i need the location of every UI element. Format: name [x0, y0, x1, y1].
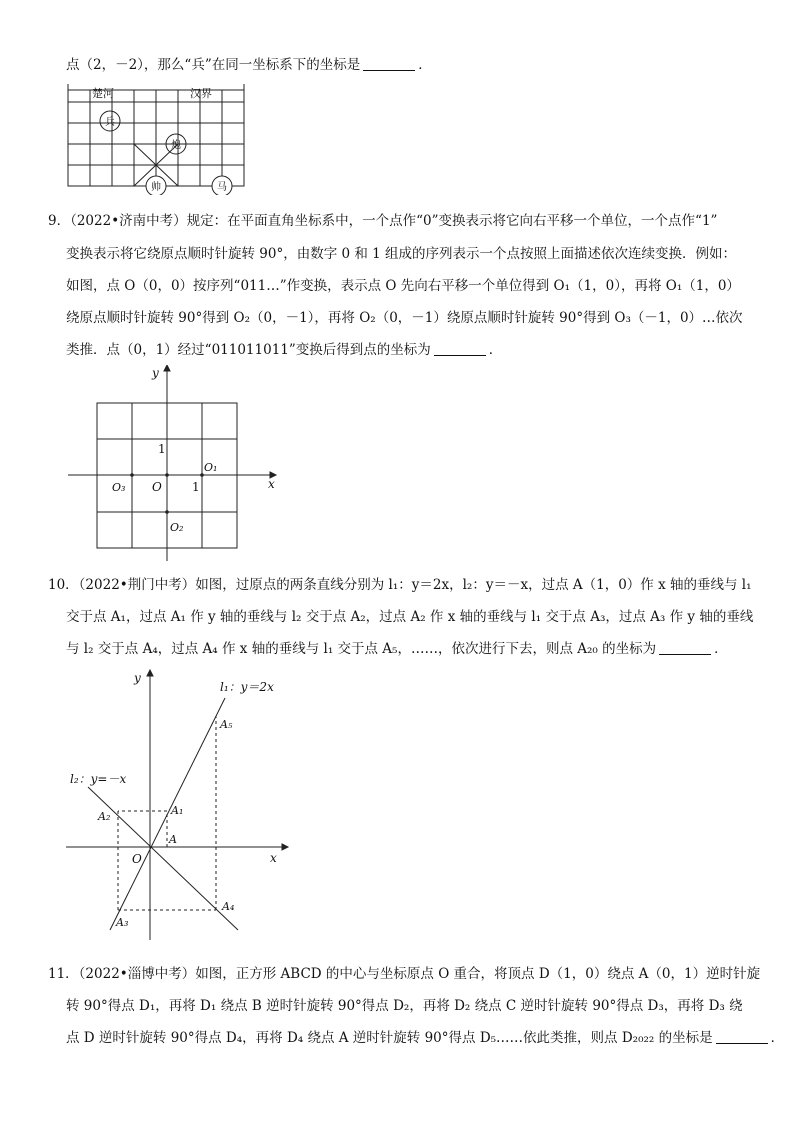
l2-label: l₂：y=－x: [70, 772, 127, 786]
q11-line-1: 11．（2022•淄博中考）如图，正方形 ABCD 的中心与坐标原点 O 重合，将顶点 D（1，0）绕点 A（0，1）逆时针旋: [48, 966, 761, 982]
chess-board-figure: [60, 80, 260, 195]
q8-line: 点（2，－2），那么“兵”在同一坐标系下的坐标是 ．: [66, 57, 432, 73]
a-label: A: [169, 833, 177, 846]
q10-lines-figure: [60, 668, 300, 948]
pao-label: 炮: [171, 140, 181, 151]
q9-origin-label: O: [152, 480, 162, 494]
q9-answer-blank[interactable]: [434, 341, 486, 356]
q10-y-label: y: [134, 671, 141, 685]
q10-line-1: 10．（2022•荆门中考）如图，过原点的两条直线分别为 l₁：y＝2x，l₂：y＝－x，过点 A（1，0）作 x 轴的垂线与 l₁: [48, 577, 752, 593]
q9-y-label: y: [152, 366, 159, 380]
q9-line-4: 绕原点顺时针旋转 90°得到 O₂（0，－1），再将 O₂（0，－1）绕原点顺时针旋转 90°得到 O₃（－1，0）…依次: [66, 310, 743, 326]
q10-answer-blank[interactable]: [659, 640, 711, 655]
l1-label: l₁：y＝2x: [220, 680, 274, 694]
q10-line-3: 与 l₂ 交于点 A₄，过点 A₄ 作 x 轴的垂线与 l₁ 交于点 A₅，……，依次进行下去，则点 A₂₀ 的坐标为 ．: [66, 641, 728, 657]
shuai-label: 帅: [151, 182, 161, 193]
q9-o1-label: O₁: [204, 461, 218, 474]
bing-label: 兵: [105, 117, 115, 128]
chu-he-label: 楚河: [92, 87, 114, 100]
q9-line-5: 类推．点（0，1）经过“011011011”变换后得到点的坐标为 ．: [66, 342, 503, 358]
ma-label: 马: [217, 182, 227, 193]
q9-x-label: x: [268, 477, 275, 491]
q9-o2-label: O₂: [170, 521, 184, 534]
q9-line-3: 如图，点 O（0，0）按序列“011…”作变换，表示点 O 先向右平移一个单位得到 O₁（1，0），再将 O₁（1，0）: [66, 278, 740, 294]
q9-one-y: 1: [158, 442, 166, 456]
q10-origin-label: O: [132, 852, 142, 866]
q9-line-1: 9．（2022•济南中考）规定：在平面直角坐标系中，一个点作“0”变换表示将它向右平移一个单位，一个点作“1”: [48, 213, 718, 229]
q9-line-2: 变换表示将它绕原点顺时针旋转 90°，由数字 0 和 1 组成的序列表示一个点按照上面描述依次连续变换．例如：: [66, 246, 737, 262]
q10-line-2: 交于点 A₁，过点 A₁ 作 y 轴的垂线与 l₂ 交于点 A₂，过点 A₂ 作 x 轴的垂线与 l₁ 交于点 A₃，过点 A₃ 作 y 轴的垂线: [66, 609, 754, 625]
a2-label: A₂: [98, 810, 111, 823]
q8-answer-blank[interactable]: [363, 56, 415, 71]
a4-label: A₄: [222, 900, 235, 913]
a3-label: A₃: [116, 916, 129, 929]
q10-x-label: x: [270, 851, 277, 865]
q9-o3-label: O₃: [112, 481, 126, 494]
han-jie-label: 汉界: [190, 87, 212, 100]
q9-one-x: 1: [192, 480, 200, 494]
q11-line-3: 点 D 逆时针旋转 90°得点 D₄，再将 D₄ 绕点 A 逆时针旋转 90°得点 D₅……依此类推，则点 D₂₀₂₂ 的坐标是 ．: [66, 1030, 785, 1046]
q9-grid-figure: [60, 365, 290, 565]
a1-label: A₁: [171, 804, 184, 817]
a5-label: A₅: [220, 718, 233, 731]
q11-answer-blank[interactable]: [716, 1029, 768, 1044]
q11-line-2: 转 90°得点 D₁，再将 D₁ 绕点 B 逆时针旋转 90°得点 D₂，再将 D₂ 绕点 C 逆时针旋转 90°得点 D₃，再将 D₃ 绕: [66, 998, 743, 1014]
